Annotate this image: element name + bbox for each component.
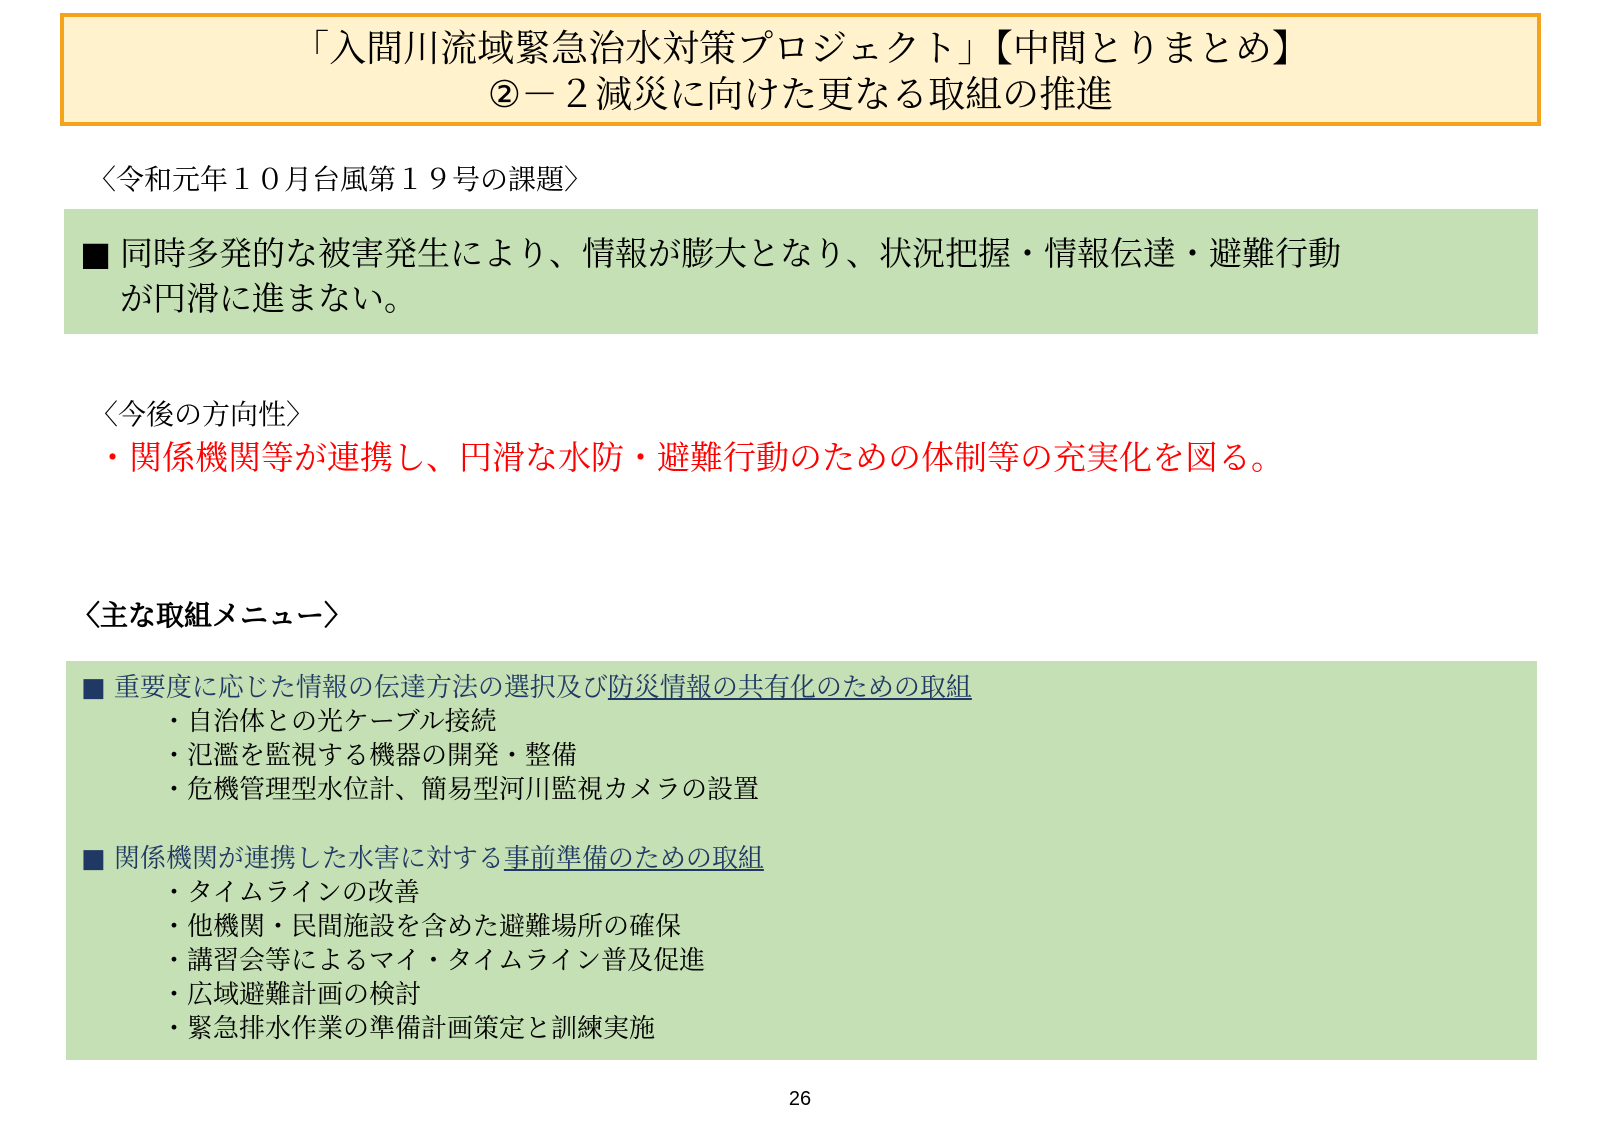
direction-text: ・関係機関等が連携し、円滑な水防・避難行動のための体制等の充実化を図る。 (96, 438, 1284, 477)
square-bullet-icon: ■ (81, 673, 106, 703)
menu-group-2 (81, 842, 764, 1046)
menu-item: ・氾濫を監視する機器の開発・整備 (161, 741, 578, 771)
issue-line-1: 同時多発的な被害発生により、情報が膨大となり、状況把握・情報伝達・避難行動 (120, 234, 1341, 273)
menu-group-2-heading (81, 842, 764, 876)
issue-box (64, 209, 1538, 334)
square-bullet-icon: ■ (80, 234, 112, 273)
menu-group-1 (81, 671, 972, 807)
menu-heading: 〈主な取組メニュー〉 (72, 599, 353, 632)
page-number: 26 (788, 1088, 812, 1110)
title-box (60, 13, 1541, 126)
menu-item: ・他機関・民間施設を含めた避難場所の確保 (161, 912, 682, 942)
menu-box (66, 661, 1537, 1060)
menu-item: ・緊急排水作業の準備計画策定と訓練実施 (161, 1014, 656, 1044)
issue-text (80, 231, 1341, 321)
menu-group-1-heading (81, 671, 972, 705)
square-bullet-icon: ■ (81, 844, 106, 874)
title-line-2: ②－２減災に向けた更なる取組の推進 (487, 73, 1114, 116)
direction-label: 〈今後の方向性〉 (90, 398, 315, 431)
title-line-1: 「入間川流域緊急治水対策プロジェクト」【中間とりまとめ】 (292, 27, 1309, 70)
menu-group-2-heading-text: 関係機関が連携した水害に対する (113, 844, 504, 874)
menu-item: ・危機管理型水位計、簡易型河川監視カメラの設置 (161, 775, 760, 805)
issue-line-2: が円滑に進まない。 (120, 279, 417, 318)
menu-item: ・自治体との光ケーブル接続 (161, 707, 497, 737)
issue-label: 〈令和元年１０月台風第１９号の課題〉 (88, 163, 593, 196)
menu-group-1-heading-text: 重要度に応じた情報の伝達方法の選択及び (113, 673, 608, 703)
menu-item: ・広域避難計画の検討 (161, 980, 422, 1010)
menu-item: ・講習会等によるマイ・タイムライン普及促進 (161, 946, 706, 976)
menu-group-2-heading-underlined: 事前準備のための取組 (503, 844, 764, 874)
menu-group-1-heading-underlined: 防災情報の共有化のための取組 (607, 673, 972, 703)
menu-item: ・タイムラインの改善 (161, 878, 420, 908)
